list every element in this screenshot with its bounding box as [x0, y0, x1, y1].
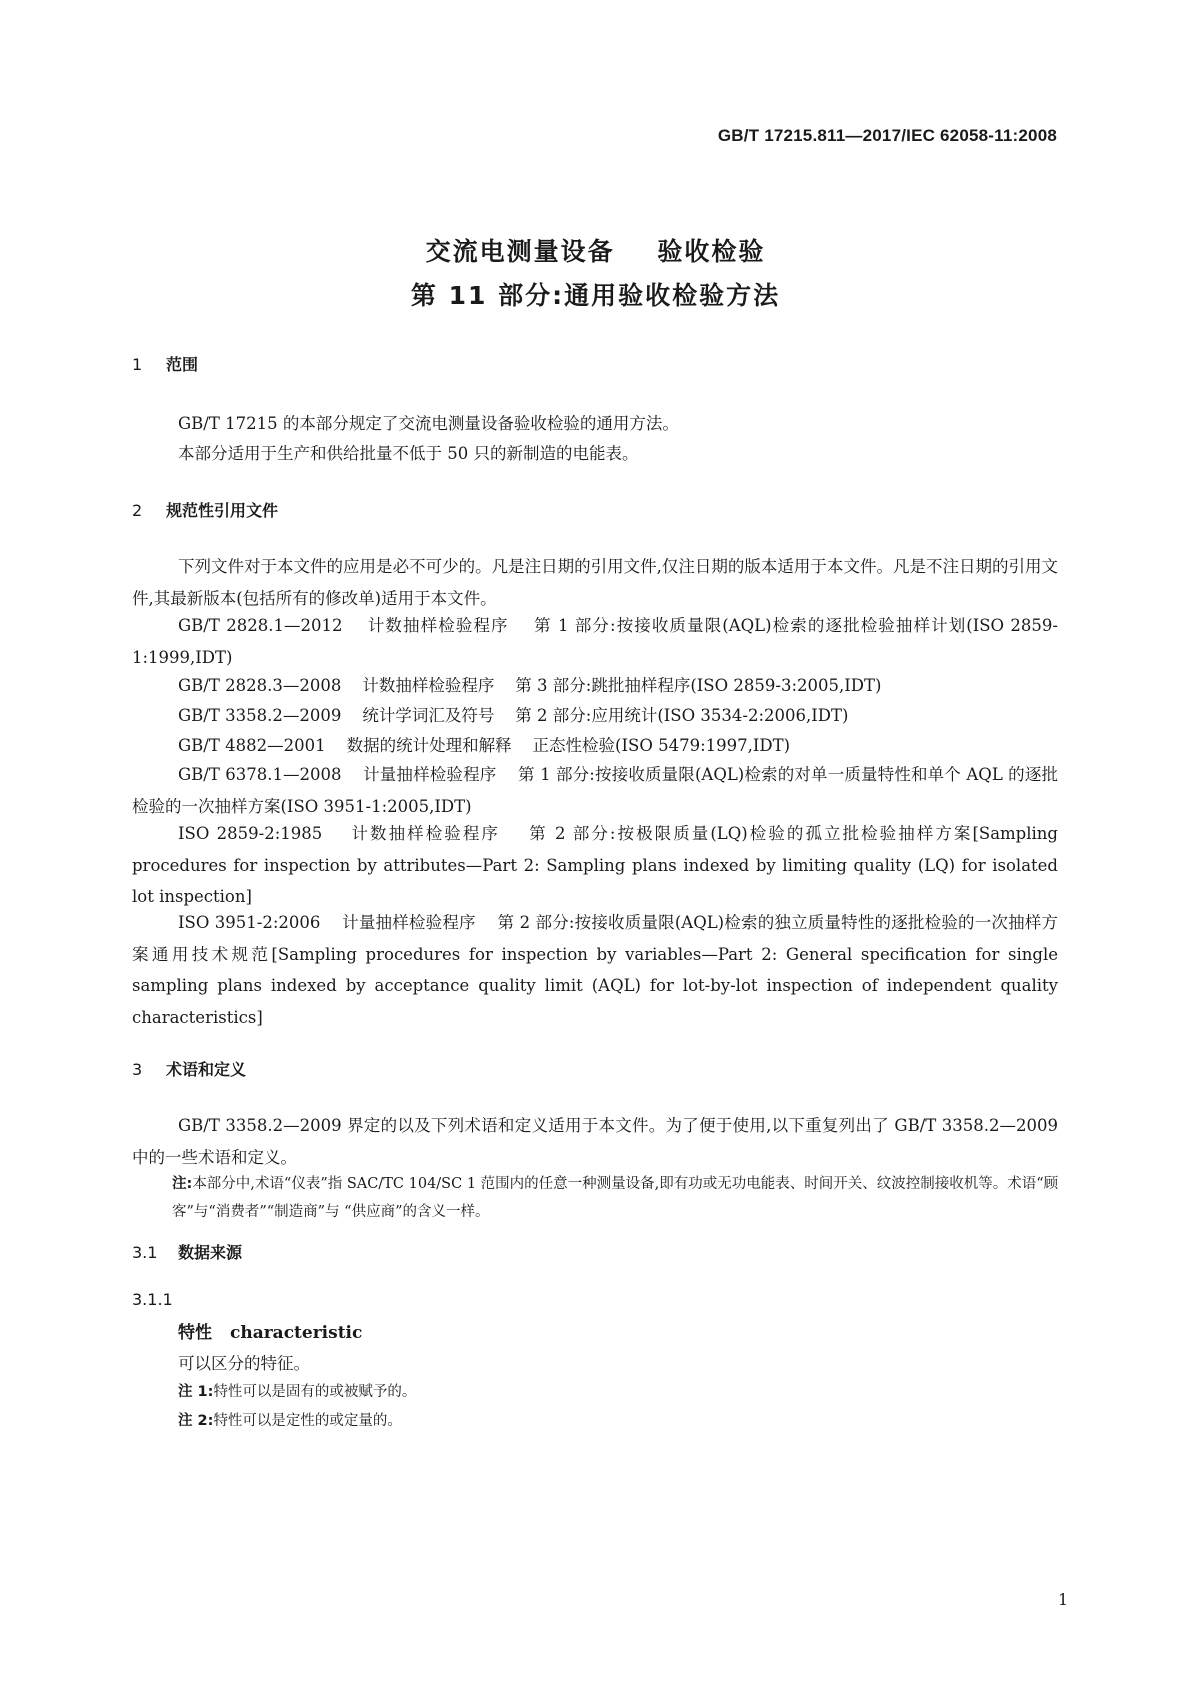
- section-title: 术语和定义: [166, 1060, 247, 1079]
- section-3-1-heading: [132, 1240, 242, 1263]
- reference-item: ISO 3951-2:2006 计量抽样检验程序 第 2 部分:按接收质量限(AQL)检索的独立质量特性的逐批检验的一次抽样方案通用技术规范[Sampling procedures for inspection by variables—Part 2: General specification for single sampling plans indexed by acceptance quality limit (AQL) for lot-by-lot inspection of independent quality characteristics]: [132, 913, 1064, 1027]
- reference-item: ISO 2859-2:1985 计数抽样检验程序 第 2 部分:按极限质量(LQ)检验的孤立批检验抽样方案[Sampling procedures for inspection by attributes—Part 2: Sampling plans indexed by limiting quality (LQ) for isolated lot inspection]: [132, 824, 1064, 906]
- section-title: 规范性引用文件: [166, 501, 279, 520]
- section-number: 3.1: [132, 1243, 158, 1262]
- term-definition: 可以区分的特征。: [178, 1354, 310, 1373]
- note-label: 注:: [172, 1176, 193, 1192]
- section-number: 3: [132, 1060, 143, 1079]
- section-title: 数据来源: [178, 1243, 243, 1262]
- note-text: 特性可以是固有的或被赋予的。: [213, 1384, 417, 1400]
- section-number: 2: [132, 501, 143, 520]
- note-text: 本部分中,术语“仪表”指 SAC/TC 104/SC 1 范围内的任意一种测量设备,即有功或无功电能表、时间开关、纹波控制接收机等。术语“顾客”与“消费者”“制造商”与 “供应商”的含义一样。: [172, 1176, 1059, 1220]
- note-text: 特性可以是定性的或定量的。: [213, 1413, 402, 1429]
- page-number: 1: [1058, 1590, 1069, 1609]
- note-label: 注 1:: [178, 1384, 214, 1400]
- section-1-heading: [132, 352, 198, 375]
- note-label: 注 2:: [178, 1413, 214, 1429]
- term-note-2: [178, 1407, 1068, 1435]
- term-note-1: [178, 1378, 1068, 1406]
- standard-code: GB/T 17215.811—2017/IEC 62058-11:2008: [717, 126, 1057, 145]
- terms-intro: GB/T 3358.2—2009 界定的以及下列术语和定义适用于本文件。为了便于使用,以下重复列出了 GB/T 3358.2—2009 中的一些术语和定义。: [132, 1116, 1058, 1167]
- term-chinese: 特性: [178, 1323, 212, 1343]
- term-english: characteristic: [230, 1323, 363, 1343]
- section-number: 1: [132, 355, 143, 374]
- title-line-1: 交流电测量设备 验收检验: [425, 237, 766, 266]
- reference-item: GB/T 2828.1—2012 计数抽样检验程序 第 1 部分:按接收质量限(AQL)检索的逐批检验抽样计划(ISO 2859-1:1999,IDT): [132, 616, 1058, 667]
- reference-item: GB/T 2828.3—2008 计数抽样检验程序 第 3 部分:跳批抽样程序(ISO 2859-3:2005,IDT): [178, 676, 882, 695]
- scope-paragraph-1: GB/T 17215 的本部分规定了交流电测量设备验收检验的通用方法。: [178, 414, 679, 433]
- scope-paragraph-2: 本部分适用于生产和供给批量不低于 50 只的新制造的电能表。: [178, 444, 639, 463]
- title-line-2: 第 11 部分:通用验收检验方法: [410, 281, 781, 310]
- reference-item: GB/T 6378.1—2008 计量抽样检验程序 第 1 部分:按接收质量限(AQL)检索的对单一质量特性和单个 AQL 的逐批检验的一次抽样方案(ISO 3951-1:2005,IDT): [132, 765, 1058, 816]
- terms-note: [172, 1170, 1062, 1226]
- section-3-1-1-number: 3.1.1: [132, 1290, 173, 1309]
- reference-item: GB/T 4882—2001 数据的统计处理和解释 正态性检验(ISO 5479:1997,IDT): [178, 736, 791, 755]
- references-intro: 下列文件对于本文件的应用是必不可少的。凡是注日期的引用文件,仅注日期的版本适用于本文件。凡是不注日期的引用文件,其最新版本(包括所有的修改单)适用于本文件。: [132, 557, 1058, 608]
- section-2-heading: [132, 498, 278, 521]
- reference-item: GB/T 3358.2—2009 统计学词汇及符号 第 2 部分:应用统计(ISO 3534-2:2006,IDT): [178, 706, 849, 725]
- section-title: 范围: [166, 355, 199, 374]
- term-entry: [178, 1318, 362, 1343]
- section-3-heading: [132, 1057, 246, 1080]
